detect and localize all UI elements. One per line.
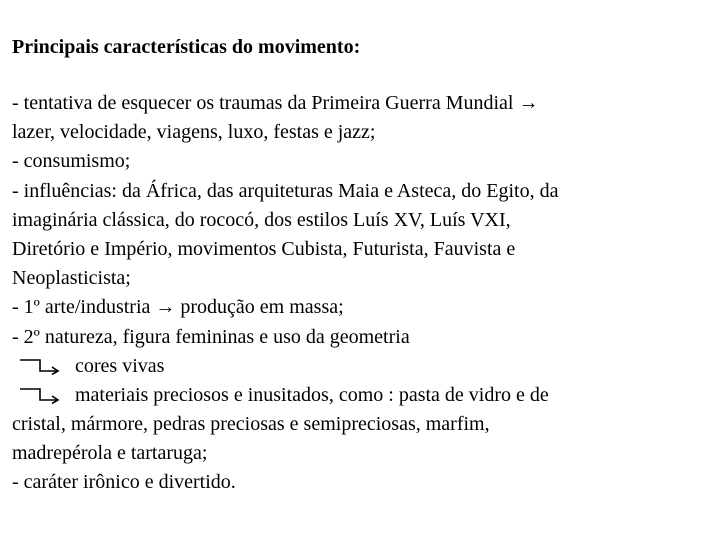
- bullet-line: - consumismo;: [12, 150, 131, 173]
- bullet-line: - 2º natureza, figura femininas e uso da geometria: [12, 325, 410, 348]
- bullet-line: madrepérola e tartaruga;: [12, 442, 208, 465]
- bullet-line: lazer, velocidade, viagens, luxo, festas e jazz;: [12, 121, 376, 144]
- sub-item-label: cores vivas: [75, 354, 165, 377]
- bullet-line: Diretório e Império, movimentos Cubista, Futurista, Fauvista e: [12, 237, 516, 260]
- bullet-line: - caráter irônico e divertido.: [12, 471, 236, 494]
- step-arrow-icon: [18, 357, 60, 375]
- slide-body: [12, 89, 712, 498]
- slide-title: Principais características do movimento:: [12, 36, 361, 58]
- bullet-line: Neoplasticista;: [12, 267, 131, 290]
- sub-item-materiais: [12, 381, 712, 410]
- bullet-line: cristal, mármore, pedras preciosas e semipreciosas, marfim,: [12, 413, 490, 436]
- bullet-line: imaginária clássica, do rococó, dos estilos Luís XV, Luís VXI,: [12, 208, 511, 231]
- bullet-line: - 1º arte/industria → produção em massa;: [12, 296, 344, 319]
- step-arrow-icon: [18, 386, 60, 404]
- bullet-line: - tentativa de esquecer os traumas da Primeira Guerra Mundial →: [12, 92, 539, 114]
- bullet-line: - influências: da África, das arquiteturas Maia e Asteca, do Egito, da: [12, 179, 559, 202]
- sub-item-label: materiais preciosos e inusitados, como : pasta de vidro e de: [75, 383, 549, 406]
- sub-item-cores-vivas: [12, 352, 712, 381]
